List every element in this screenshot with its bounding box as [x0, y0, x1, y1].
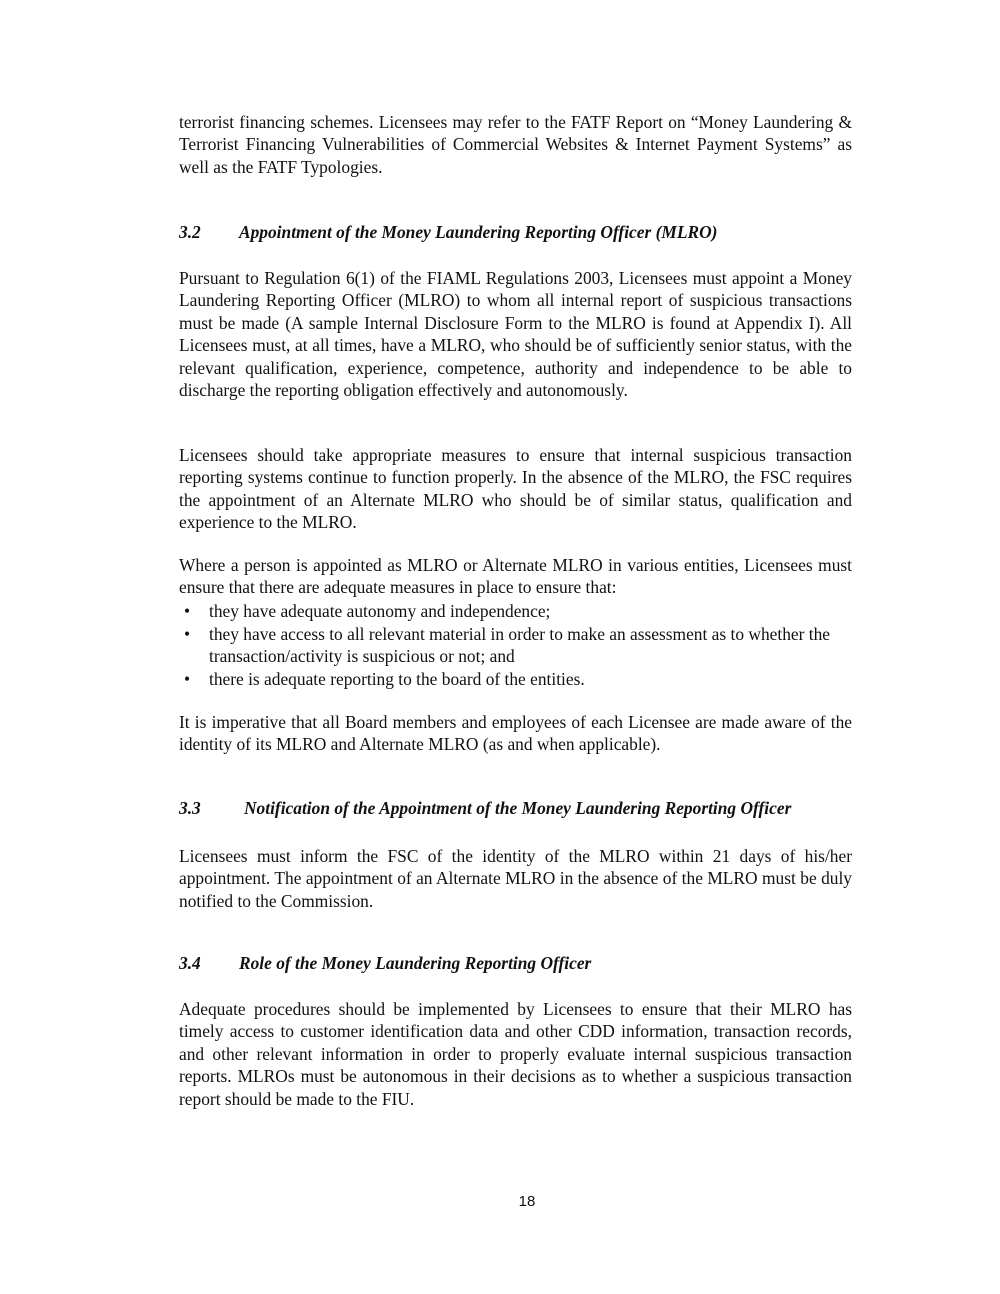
section-heading-3-2 [179, 221, 879, 243]
list-item-text: there is adequate reporting to the board of the entities. [209, 669, 585, 690]
requirements-list [179, 600, 879, 691]
section-number: 3.4 [179, 953, 201, 973]
bullet-icon: • [184, 669, 191, 690]
list-item-text: they have access to all relevant material in order to make an assessment as to whether the transaction/activity is suspicious or not; and [209, 624, 830, 667]
mlro-role-paragraph: Adequate procedures should be implemented by Licensees to ensure that their MLRO has timely access to customer identification data and other CDD information, transaction records, and other relevant information in order to properly evaluate internal suspicious transaction reports. MLROs must be autonomous in their decisions as to whether a suspicious transaction report should be made to the FIU. [179, 999, 852, 1109]
bullet-icon: • [184, 624, 191, 644]
section-number: 3.2 [179, 222, 201, 242]
section-title: Appointment of the Money Laundering Reporting Officer (MLRO) [239, 222, 718, 242]
awareness-paragraph: It is imperative that all Board members and employees of each Licensee are made aware of the identity of its MLRO and Alternate MLRO (as and when applicable). [179, 712, 852, 755]
intro-paragraph: terrorist financing schemes. Licensees may refer to the FATF Report on “Money Laundering & Terrorist Financing Vulnerabilities of Commercial Websites & Internet Payment Systems” as well as the FATF Typologies. [179, 112, 852, 177]
list-item [179, 623, 879, 668]
notification-paragraph: Licensees must inform the FSC of the identity of the MLRO within 21 days of his/her appointment. The appointment of an Alternate MLRO in the absence of the MLRO must be duly notified to the Commission. [179, 846, 852, 911]
list-item [179, 600, 879, 622]
bullet-icon: • [184, 601, 191, 621]
section-title: Notification of the Appointment of the Money Laundering Reporting Officer [244, 798, 792, 818]
page-number: 18 [518, 1193, 536, 1210]
section-title: Role of the Money Laundering Reporting Officer [239, 953, 592, 973]
multiple-entities-paragraph: Where a person is appointed as MLRO or Alternate MLRO in various entities, Licensees must ensure that there are adequate measures in place to ensure that: [179, 555, 852, 598]
section-heading-3-3 [179, 797, 879, 819]
list-item [179, 668, 879, 690]
reporting-systems-paragraph: Licensees should take appropriate measures to ensure that internal suspicious transaction reporting systems continue to function properly. In the absence of the MLRO, the FSC requires the appointment of an Alternate MLRO who should be of similar status, qualification and experience to the MLRO. [179, 445, 852, 533]
mlro-appointment-paragraph: Pursuant to Regulation 6(1) of the FIAML Regulations 2003, Licensees must appoint a Money Laundering Reporting Officer (MLRO) to whom all internal report of suspicious transactions must be made (A sample Internal Disclosure Form to the MLRO is found at Appendix I). All Licensees must, at all times, have a MLRO, who should be of sufficiently senior status, with the relevant qualification, experience, competence, authority and independence to be able to discharge the reporting obligation effectively and autonomously. [179, 268, 852, 401]
section-number: 3.3 [179, 798, 201, 818]
section-heading-3-4 [179, 952, 879, 974]
list-item-text: they have adequate autonomy and independence; [209, 601, 551, 621]
